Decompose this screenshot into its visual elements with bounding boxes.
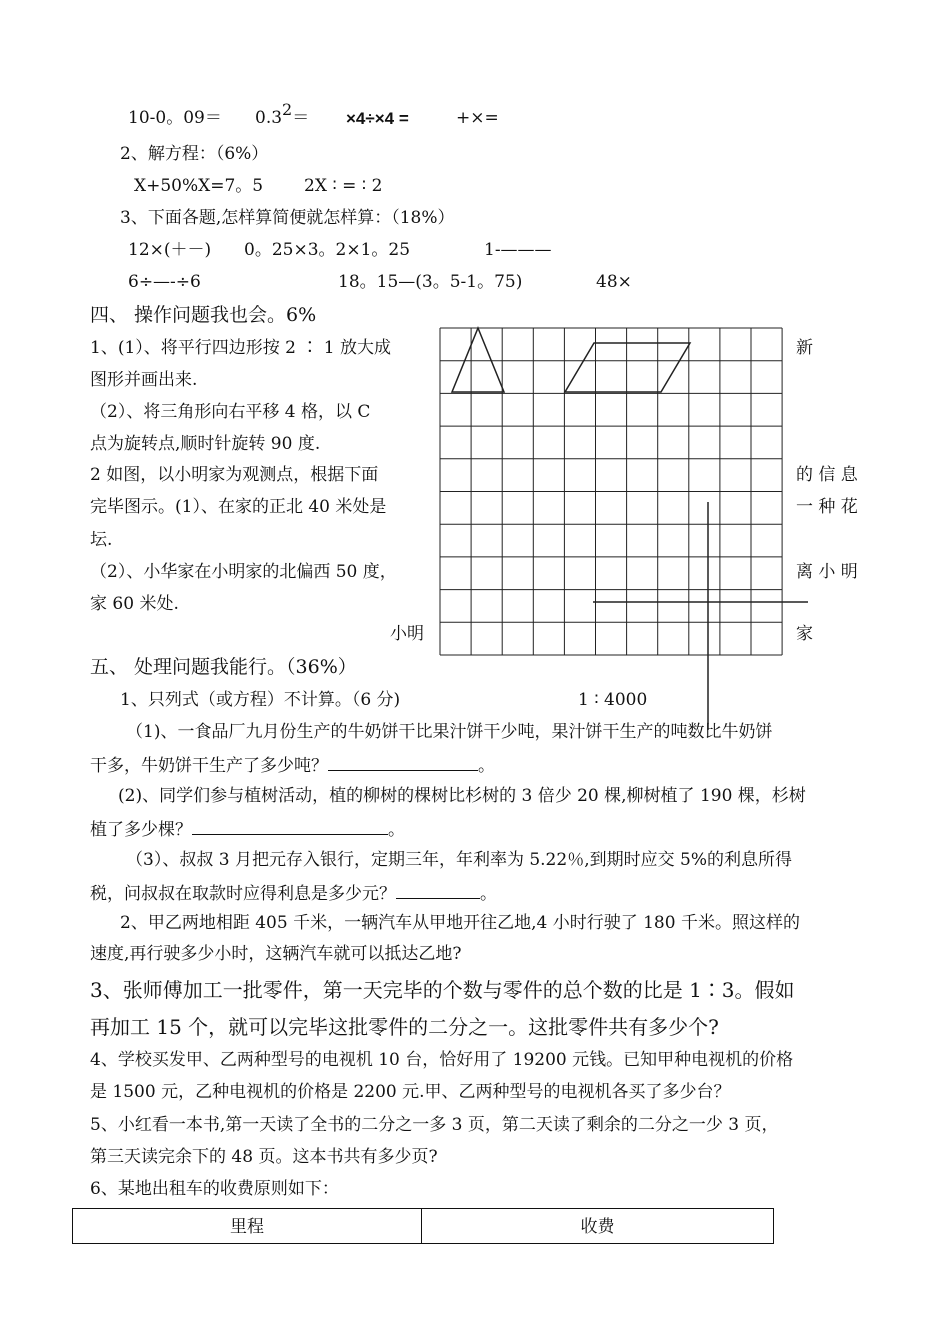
section4-p3a: 2 如图，以小明家为观测点，根据下面 [90, 465, 379, 485]
equation-heading: 2、解方程：（6%） [120, 144, 269, 164]
triangle-shape [452, 328, 504, 392]
right-text-home: 家 [796, 624, 813, 644]
q1-1-line1: （1)、一食品厂九月份生产的牛奶饼干比果汁饼干少吨，果汁饼干生产的吨数比牛奶饼 [126, 722, 773, 742]
q5-line2: 第三天读完余下的 48 页。这本书共有多少页? [90, 1147, 438, 1167]
section4-p4a: （2）、小华家在小明家的北偏西 50 度， [90, 562, 397, 582]
calc-item-4: +×= [456, 108, 499, 128]
calc-item-2-exponent: 2 [282, 100, 293, 119]
section4-p1b: 图形并画出来. [90, 370, 198, 390]
q1-1-end: 。 [478, 756, 495, 776]
section5-q1: 1、只列式（或方程）不计算。（6 分) [120, 690, 401, 710]
simplify-c: 1-——— [484, 240, 552, 260]
q2-line2: 速度,再行驶多少小时，这辆汽车就可以抵达乙地? [90, 944, 462, 964]
simplify-e: 18。15—(3。5-1。75) [338, 272, 523, 292]
q3-line2: 再加工 15 个，就可以完毕这批零件的二分之一。这批零件共有多少个? [90, 1015, 719, 1039]
simplify-a: 12×(＋－) [128, 240, 212, 260]
scale-label: 1 ∶ 4000 [578, 690, 648, 710]
section4-p1a: 1、(1）、将平行四边形按 2 ∶ 1 放大成 [90, 338, 392, 358]
right-text-distance: 离 小 明 [796, 562, 858, 582]
section4-p4b: 家 60 米处. [90, 594, 179, 614]
answer-blank-3[interactable] [396, 884, 480, 899]
calc-item-3: ×4÷×4 = [346, 109, 409, 128]
q1-3-line1: （3）、叔叔 3 月把元存入银行，定期三年，年利率为 5.22％,到期时应交 5%的利息所得 [126, 850, 792, 870]
table-row [73, 1209, 774, 1244]
q1-3-question: 税，问叔叔在取款时应得利息是多少元？ [90, 884, 396, 904]
section4-p3b: 完毕图示。(1）、在家的正北 40 米处是 [90, 497, 387, 517]
answer-blank-2[interactable] [192, 820, 388, 835]
q4-line2: 是 1500 元，乙种电视机的价格是 2200 元.甲、乙两种型号的电视机各买了多少台？ [90, 1082, 731, 1102]
taxi-fee-table [72, 1208, 774, 1244]
equation-a: X+50%X=7。5 [134, 176, 264, 196]
simplify-f: 48× [596, 272, 632, 292]
section4-p3c: 坛. [90, 530, 113, 550]
section4-p2b: 点为旋转点,顺时针旋转 90 度. [90, 434, 321, 454]
section4-p2a: （2）、将三角形向右平移 4 格，以 C [90, 402, 371, 422]
calc-item-2-tail: ＝ [292, 108, 310, 128]
simplify-heading: 3、下面各题,怎样算简便就怎样算：（18%） [120, 208, 455, 228]
simplify-b: 0。25×3。2×1。25 [244, 240, 411, 260]
q1-2-question: 植了多少棵？ [90, 820, 192, 840]
calc-item-1: 10-0。09＝ [128, 108, 222, 128]
parallelogram-shape [565, 343, 690, 392]
q1-3-line2 [90, 884, 497, 903]
q1-1-line2 [90, 756, 495, 775]
q1-2-line1: (2)、同学们参与植树活动，植的柳树的棵树比杉树的 3 倍少 20 棵,柳树植了 190 棵，杉树 [118, 786, 806, 806]
table-header-fee: 收费 [422, 1209, 774, 1244]
q6-line: 6、某地出租车的收费原则如下： [90, 1179, 339, 1199]
q4-line1: 4、学校买发甲、乙两种型号的电视机 10 台，恰好用了 19200 元钱。已知甲种电视机的价格 [90, 1050, 794, 1070]
xiaoming-label: 小明 [390, 624, 424, 644]
answer-blank-1[interactable] [328, 756, 478, 771]
q1-3-end: 。 [480, 884, 497, 904]
table-header-mileage: 里程 [73, 1209, 422, 1244]
q1-2-end: 。 [388, 820, 405, 840]
q3-line1: 3、张师傅加工一批零件，第一天完毕的个数与零件的总个数的比是 1∶3。假如 [90, 978, 795, 1002]
simplify-d: 6÷—-÷6 [128, 272, 201, 292]
calc-item-2-base: 0.3 [255, 108, 283, 128]
section4-title: 四、 操作问题我也会。6% [90, 304, 317, 326]
q2-line1: 2、甲乙两地相距 405 千米，一辆汽车从甲地开往乙地,4 小时行驶了 180 千米。照这样的 [120, 913, 800, 933]
q1-1-question: 干多，牛奶饼干生产了多少吨？ [90, 756, 328, 776]
equation-b: 2X ∶ = ∶ 2 [304, 176, 383, 196]
q5-line1: 5、小红看一本书,第一天读了全书的二分之一多 3 页，第二天读了剩余的二分之一少 3 页， [90, 1115, 779, 1135]
right-text-flower: 一 种 花 [796, 497, 858, 517]
q1-2-line2 [90, 820, 405, 839]
grid-lines [440, 328, 782, 655]
section5-title: 五、 处理问题我能行。（36%） [90, 656, 357, 678]
right-text-xin: 新 [796, 338, 813, 358]
right-text-info: 的 信 息 [796, 465, 858, 485]
